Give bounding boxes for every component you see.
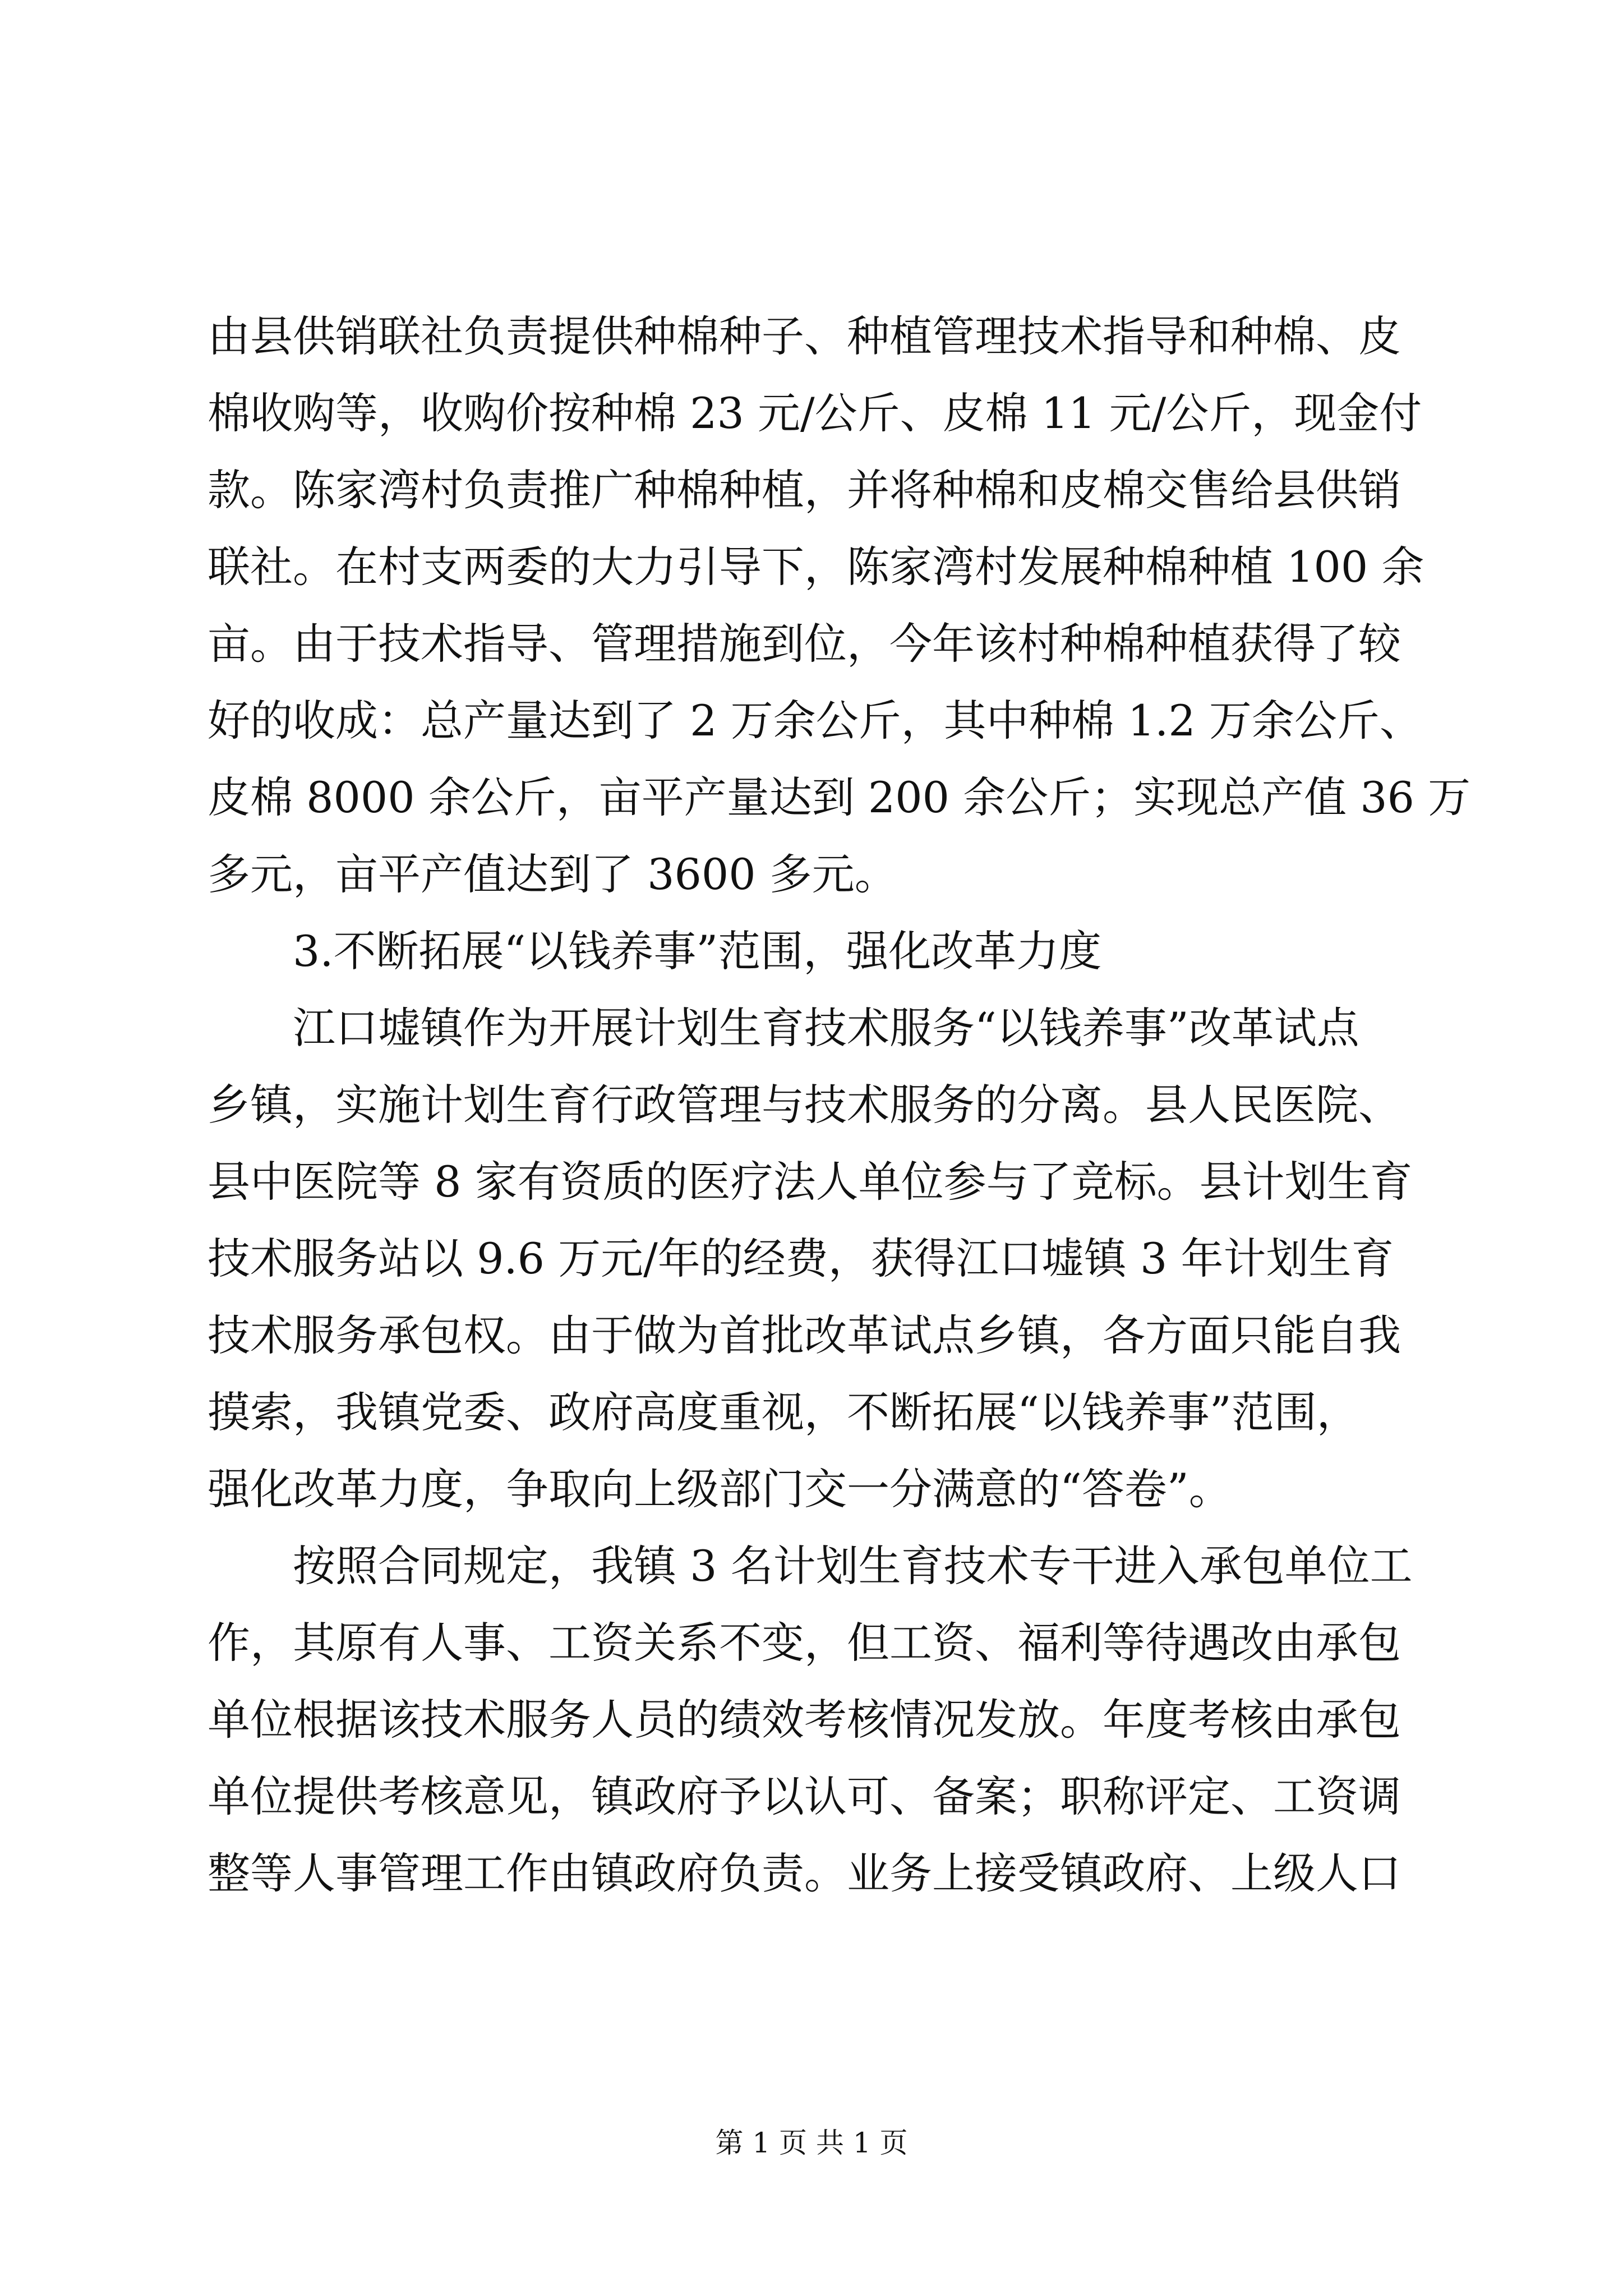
text-line: 技术服务承包权。由于做为首批改革试点乡镇，各方面只能自我 xyxy=(208,1310,1401,1360)
page-footer: 第 1 页 共 1 页 xyxy=(715,2127,908,2159)
text-line: 皮棉 8000 余公斤，亩平产量达到 200 余公斤；实现总产值 36 万 xyxy=(208,772,1471,822)
text-line: 作，其原有人事、工资关系不变，但工资、福利等待遇改由承包 xyxy=(208,1618,1401,1668)
text-line: 强化改革力度，争取向上级部门交一分满意的“答卷”。 xyxy=(208,1464,1232,1514)
text-line: 好的收成：总产量达到了 2 万余公斤，其中种棉 1.2 万余公斤、 xyxy=(208,696,1422,746)
text-line: 乡镇，实施计划生育行政管理与技术服务的分离。县人民医院、 xyxy=(208,1080,1401,1130)
section-heading: 3.不断拓展“以钱养事”范围，强化改革力度 xyxy=(293,926,1102,976)
text-line: 单位根据该技术服务人员的绩效考核情况发放。年度考核由承包 xyxy=(208,1695,1401,1745)
paragraph-start-line: 按照合同规定，我镇 3 名计划生育技术专干进入承包单位工 xyxy=(293,1541,1413,1591)
text-line: 由县供销联社负责提供种棉种子、种植管理技术指导和种棉、皮 xyxy=(208,311,1401,361)
text-line: 亩。由于技术指导、管理措施到位，今年该村种棉种植获得了较 xyxy=(208,619,1401,669)
paragraph-start-line: 江口墟镇作为开展计划生育技术服务“以钱养事”改革试点 xyxy=(293,1003,1359,1053)
text-line: 整等人事管理工作由镇政府负责。业务上接受镇政府、上级人口 xyxy=(208,1848,1401,1898)
text-line: 技术服务站以 9.6 万元/年的经费，获得江口墟镇 3 年计划生育 xyxy=(208,1234,1394,1283)
text-line: 县中医院等 8 家有资质的医疗法人单位参与了竞标。县计划生育 xyxy=(208,1157,1413,1207)
text-line: 棉收购等，收购价按种棉 23 元/公斤、皮棉 11 元/公斤，现金付 xyxy=(208,388,1422,438)
text-line: 联社。在村支两委的大力引导下，陈家湾村发展种棉种植 100 余 xyxy=(208,542,1424,592)
text-line: 款。陈家湾村负责推广种棉种植，并将种棉和皮棉交售给县供销 xyxy=(208,465,1401,515)
text-line: 多元，亩平产值达到了 3600 多元。 xyxy=(208,849,897,899)
text-line: 单位提供考核意见，镇政府予以认可、备案；职称评定、工资调 xyxy=(208,1772,1401,1821)
text-line: 摸索，我镇党委、政府高度重视，不断拓展“以钱养事”范围， xyxy=(208,1387,1359,1437)
